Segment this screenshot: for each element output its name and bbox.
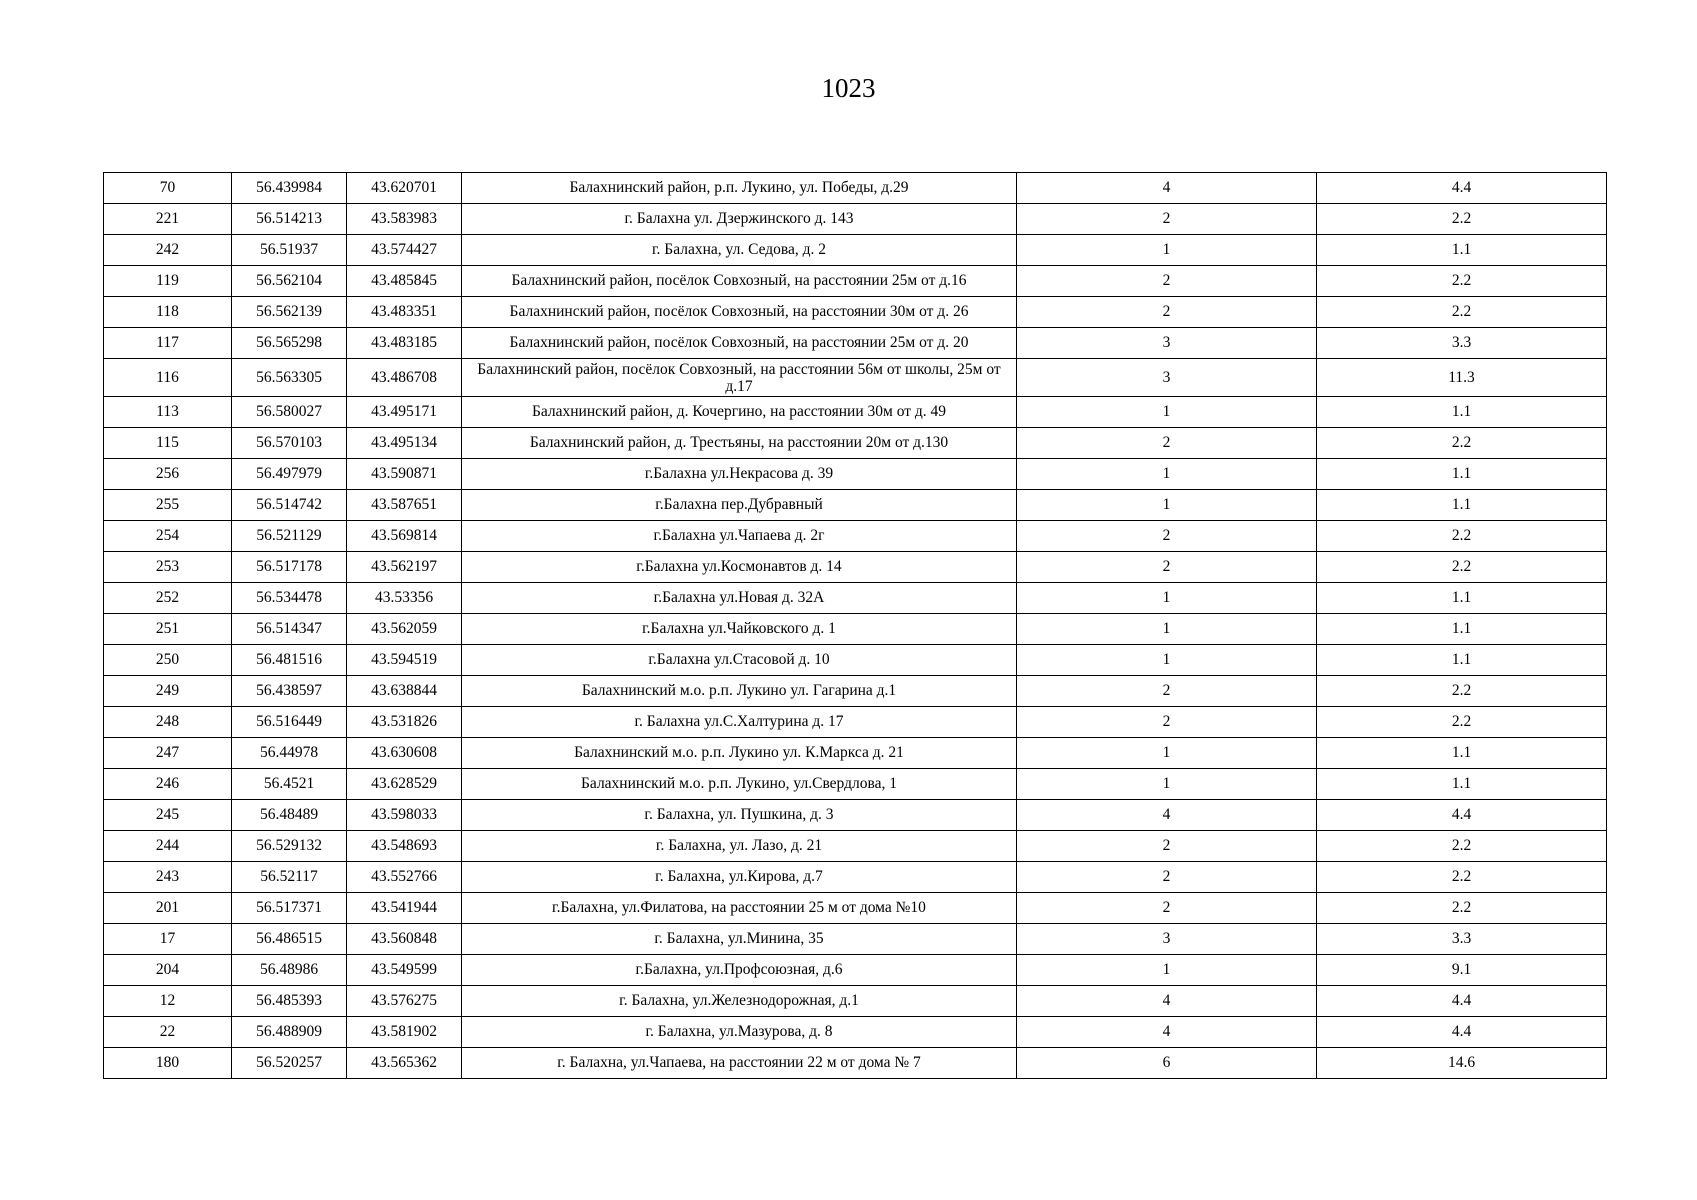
count-cell: 4 [1017, 1017, 1317, 1048]
longitude-cell: 43.583983 [347, 204, 462, 235]
address-cell: Балахнинский м.о. р.п. Лукино ул. Гагарина д.1 [462, 676, 1017, 707]
count-cell: 2 [1017, 831, 1317, 862]
row-number-cell: 245 [104, 800, 232, 831]
value-cell: 2.2 [1317, 862, 1607, 893]
table-row [104, 490, 1607, 521]
count-cell: 2 [1017, 266, 1317, 297]
row-number-cell: 252 [104, 583, 232, 614]
table-row [104, 204, 1607, 235]
table-row [104, 1048, 1607, 1079]
data-table [103, 172, 1607, 1079]
row-number-cell: 116 [104, 359, 232, 397]
row-number-cell: 70 [104, 173, 232, 204]
latitude-cell: 56.514347 [232, 614, 347, 645]
count-cell: 1 [1017, 614, 1317, 645]
latitude-cell: 56.521129 [232, 521, 347, 552]
row-number-cell: 201 [104, 893, 232, 924]
count-cell: 2 [1017, 521, 1317, 552]
value-cell: 2.2 [1317, 831, 1607, 862]
table-row [104, 862, 1607, 893]
address-cell: г. Балахна, ул.Минина, 35 [462, 924, 1017, 955]
longitude-cell: 43.569814 [347, 521, 462, 552]
table-row [104, 676, 1607, 707]
table-row [104, 614, 1607, 645]
address-cell: Балахнинский район, посёлок Совхозный, на расстоянии 25м от д.16 [462, 266, 1017, 297]
value-cell: 2.2 [1317, 552, 1607, 583]
latitude-cell: 56.562139 [232, 297, 347, 328]
row-number-cell: 255 [104, 490, 232, 521]
table-row [104, 297, 1607, 328]
row-number-cell: 247 [104, 738, 232, 769]
table-row [104, 1017, 1607, 1048]
table-row [104, 707, 1607, 738]
table-row [104, 800, 1607, 831]
latitude-cell: 56.563305 [232, 359, 347, 397]
value-cell: 1.1 [1317, 769, 1607, 800]
value-cell: 1.1 [1317, 490, 1607, 521]
latitude-cell: 56.44978 [232, 738, 347, 769]
row-number-cell: 243 [104, 862, 232, 893]
value-cell: 4.4 [1317, 986, 1607, 1017]
address-cell: г.Балахна ул.Космонавтов д. 14 [462, 552, 1017, 583]
longitude-cell: 43.53356 [347, 583, 462, 614]
latitude-cell: 56.565298 [232, 328, 347, 359]
count-cell: 1 [1017, 397, 1317, 428]
row-number-cell: 242 [104, 235, 232, 266]
table-row [104, 955, 1607, 986]
row-number-cell: 246 [104, 769, 232, 800]
count-cell: 1 [1017, 769, 1317, 800]
table-body [104, 173, 1607, 1079]
row-number-cell: 22 [104, 1017, 232, 1048]
value-cell: 1.1 [1317, 645, 1607, 676]
count-cell: 1 [1017, 955, 1317, 986]
latitude-cell: 56.514213 [232, 204, 347, 235]
latitude-cell: 56.517371 [232, 893, 347, 924]
count-cell: 1 [1017, 645, 1317, 676]
latitude-cell: 56.485393 [232, 986, 347, 1017]
row-number-cell: 113 [104, 397, 232, 428]
longitude-cell: 43.483351 [347, 297, 462, 328]
latitude-cell: 56.48986 [232, 955, 347, 986]
address-cell: г. Балахна ул. Дзержинского д. 143 [462, 204, 1017, 235]
value-cell: 2.2 [1317, 428, 1607, 459]
latitude-cell: 56.514742 [232, 490, 347, 521]
address-cell: Балахнинский район, р.п. Лукино, ул. Победы, д.29 [462, 173, 1017, 204]
latitude-cell: 56.486515 [232, 924, 347, 955]
count-cell: 2 [1017, 552, 1317, 583]
row-number-cell: 256 [104, 459, 232, 490]
count-cell: 4 [1017, 986, 1317, 1017]
longitude-cell: 43.549599 [347, 955, 462, 986]
longitude-cell: 43.495171 [347, 397, 462, 428]
table-row [104, 738, 1607, 769]
count-cell: 1 [1017, 459, 1317, 490]
latitude-cell: 56.580027 [232, 397, 347, 428]
row-number-cell: 251 [104, 614, 232, 645]
address-cell: Балахнинский район, д. Трестьяны, на расстоянии 20м от д.130 [462, 428, 1017, 459]
value-cell: 3.3 [1317, 328, 1607, 359]
longitude-cell: 43.594519 [347, 645, 462, 676]
address-cell: г.Балахна ул.Некрасова д. 39 [462, 459, 1017, 490]
row-number-cell: 180 [104, 1048, 232, 1079]
table-row [104, 924, 1607, 955]
row-number-cell: 17 [104, 924, 232, 955]
value-cell: 9.1 [1317, 955, 1607, 986]
row-number-cell: 12 [104, 986, 232, 1017]
latitude-cell: 56.570103 [232, 428, 347, 459]
table-row [104, 459, 1607, 490]
value-cell: 2.2 [1317, 893, 1607, 924]
value-cell: 4.4 [1317, 1017, 1607, 1048]
count-cell: 2 [1017, 893, 1317, 924]
table-row [104, 831, 1607, 862]
latitude-cell: 56.534478 [232, 583, 347, 614]
longitude-cell: 43.628529 [347, 769, 462, 800]
count-cell: 1 [1017, 583, 1317, 614]
count-cell: 2 [1017, 676, 1317, 707]
longitude-cell: 43.590871 [347, 459, 462, 490]
address-cell: г. Балахна ул.С.Халтурина д. 17 [462, 707, 1017, 738]
address-cell: г. Балахна, ул.Железнодорожная, д.1 [462, 986, 1017, 1017]
address-cell: г.Балахна ул.Новая д. 32А [462, 583, 1017, 614]
longitude-cell: 43.562197 [347, 552, 462, 583]
count-cell: 4 [1017, 173, 1317, 204]
longitude-cell: 43.562059 [347, 614, 462, 645]
longitude-cell: 43.598033 [347, 800, 462, 831]
longitude-cell: 43.531826 [347, 707, 462, 738]
address-cell: Балахнинский район, д. Кочергино, на расстоянии 30м от д. 49 [462, 397, 1017, 428]
longitude-cell: 43.495134 [347, 428, 462, 459]
row-number-cell: 249 [104, 676, 232, 707]
count-cell: 3 [1017, 924, 1317, 955]
value-cell: 2.2 [1317, 266, 1607, 297]
row-number-cell: 254 [104, 521, 232, 552]
table-row [104, 552, 1607, 583]
longitude-cell: 43.638844 [347, 676, 462, 707]
value-cell: 4.4 [1317, 173, 1607, 204]
address-cell: г.Балахна ул.Стасовой д. 10 [462, 645, 1017, 676]
value-cell: 11.3 [1317, 359, 1607, 397]
table-row [104, 428, 1607, 459]
longitude-cell: 43.541944 [347, 893, 462, 924]
address-cell: г. Балахна, ул.Мазурова, д. 8 [462, 1017, 1017, 1048]
value-cell: 2.2 [1317, 707, 1607, 738]
latitude-cell: 56.52117 [232, 862, 347, 893]
table-row [104, 521, 1607, 552]
longitude-cell: 43.581902 [347, 1017, 462, 1048]
table-row [104, 583, 1607, 614]
count-cell: 6 [1017, 1048, 1317, 1079]
row-number-cell: 253 [104, 552, 232, 583]
latitude-cell: 56.497979 [232, 459, 347, 490]
table-row [104, 328, 1607, 359]
address-cell: Балахнинский м.о. р.п. Лукино ул. К.Маркса д. 21 [462, 738, 1017, 769]
address-cell: Балахнинский район, посёлок Совхозный, на расстоянии 30м от д. 26 [462, 297, 1017, 328]
address-cell: г. Балахна, ул. Седова, д. 2 [462, 235, 1017, 266]
value-cell: 1.1 [1317, 235, 1607, 266]
row-number-cell: 250 [104, 645, 232, 676]
value-cell: 2.2 [1317, 204, 1607, 235]
address-cell: г.Балахна ул.Чайковского д. 1 [462, 614, 1017, 645]
count-cell: 2 [1017, 204, 1317, 235]
row-number-cell: 204 [104, 955, 232, 986]
longitude-cell: 43.576275 [347, 986, 462, 1017]
table-row [104, 986, 1607, 1017]
latitude-cell: 56.488909 [232, 1017, 347, 1048]
address-cell: г. Балахна, ул. Лазо, д. 21 [462, 831, 1017, 862]
value-cell: 4.4 [1317, 800, 1607, 831]
table-row [104, 235, 1607, 266]
row-number-cell: 221 [104, 204, 232, 235]
latitude-cell: 56.51937 [232, 235, 347, 266]
row-number-cell: 117 [104, 328, 232, 359]
page-number: 1023 [821, 73, 876, 103]
longitude-cell: 43.548693 [347, 831, 462, 862]
address-cell: г.Балахна, ул.Профсоюзная, д.6 [462, 955, 1017, 986]
value-cell: 1.1 [1317, 397, 1607, 428]
count-cell: 1 [1017, 490, 1317, 521]
table-row [104, 645, 1607, 676]
latitude-cell: 56.516449 [232, 707, 347, 738]
value-cell: 1.1 [1317, 614, 1607, 645]
longitude-cell: 43.630608 [347, 738, 462, 769]
value-cell: 1.1 [1317, 459, 1607, 490]
value-cell: 1.1 [1317, 583, 1607, 614]
address-cell: г.Балахна ул.Чапаева д. 2г [462, 521, 1017, 552]
count-cell: 4 [1017, 800, 1317, 831]
address-cell: г. Балахна, ул.Кирова, д.7 [462, 862, 1017, 893]
row-number-cell: 119 [104, 266, 232, 297]
count-cell: 3 [1017, 359, 1317, 397]
row-number-cell: 115 [104, 428, 232, 459]
table-row [104, 359, 1607, 397]
row-number-cell: 118 [104, 297, 232, 328]
latitude-cell: 56.481516 [232, 645, 347, 676]
longitude-cell: 43.574427 [347, 235, 462, 266]
address-cell: г. Балахна, ул.Чапаева, на расстоянии 22 м от дома № 7 [462, 1048, 1017, 1079]
latitude-cell: 56.517178 [232, 552, 347, 583]
address-cell: г.Балахна пер.Дубравный [462, 490, 1017, 521]
address-cell: Балахнинский район, посёлок Совхозный, на расстоянии 25м от д. 20 [462, 328, 1017, 359]
table-row [104, 769, 1607, 800]
address-cell: г.Балахна, ул.Филатова, на расстоянии 25 м от дома №10 [462, 893, 1017, 924]
count-cell: 2 [1017, 862, 1317, 893]
longitude-cell: 43.552766 [347, 862, 462, 893]
table-row [104, 173, 1607, 204]
value-cell: 1.1 [1317, 738, 1607, 769]
address-cell: Балахнинский район, посёлок Совхозный, на расстоянии 56м от школы, 25м от д.17 [462, 359, 1017, 397]
latitude-cell: 56.48489 [232, 800, 347, 831]
longitude-cell: 43.483185 [347, 328, 462, 359]
latitude-cell: 56.438597 [232, 676, 347, 707]
table-row [104, 397, 1607, 428]
latitude-cell: 56.4521 [232, 769, 347, 800]
table-row [104, 266, 1607, 297]
longitude-cell: 43.565362 [347, 1048, 462, 1079]
count-cell: 1 [1017, 738, 1317, 769]
latitude-cell: 56.529132 [232, 831, 347, 862]
value-cell: 2.2 [1317, 521, 1607, 552]
longitude-cell: 43.486708 [347, 359, 462, 397]
value-cell: 2.2 [1317, 676, 1607, 707]
value-cell: 14.6 [1317, 1048, 1607, 1079]
address-cell: Балахнинский м.о. р.п. Лукино, ул.Свердлова, 1 [462, 769, 1017, 800]
longitude-cell: 43.620701 [347, 173, 462, 204]
row-number-cell: 244 [104, 831, 232, 862]
count-cell: 3 [1017, 328, 1317, 359]
count-cell: 2 [1017, 428, 1317, 459]
longitude-cell: 43.560848 [347, 924, 462, 955]
address-cell: г. Балахна, ул. Пушкина, д. 3 [462, 800, 1017, 831]
value-cell: 2.2 [1317, 297, 1607, 328]
count-cell: 2 [1017, 297, 1317, 328]
count-cell: 2 [1017, 707, 1317, 738]
longitude-cell: 43.485845 [347, 266, 462, 297]
table-row [104, 893, 1607, 924]
longitude-cell: 43.587651 [347, 490, 462, 521]
latitude-cell: 56.520257 [232, 1048, 347, 1079]
latitude-cell: 56.439984 [232, 173, 347, 204]
value-cell: 3.3 [1317, 924, 1607, 955]
count-cell: 1 [1017, 235, 1317, 266]
latitude-cell: 56.562104 [232, 266, 347, 297]
row-number-cell: 248 [104, 707, 232, 738]
